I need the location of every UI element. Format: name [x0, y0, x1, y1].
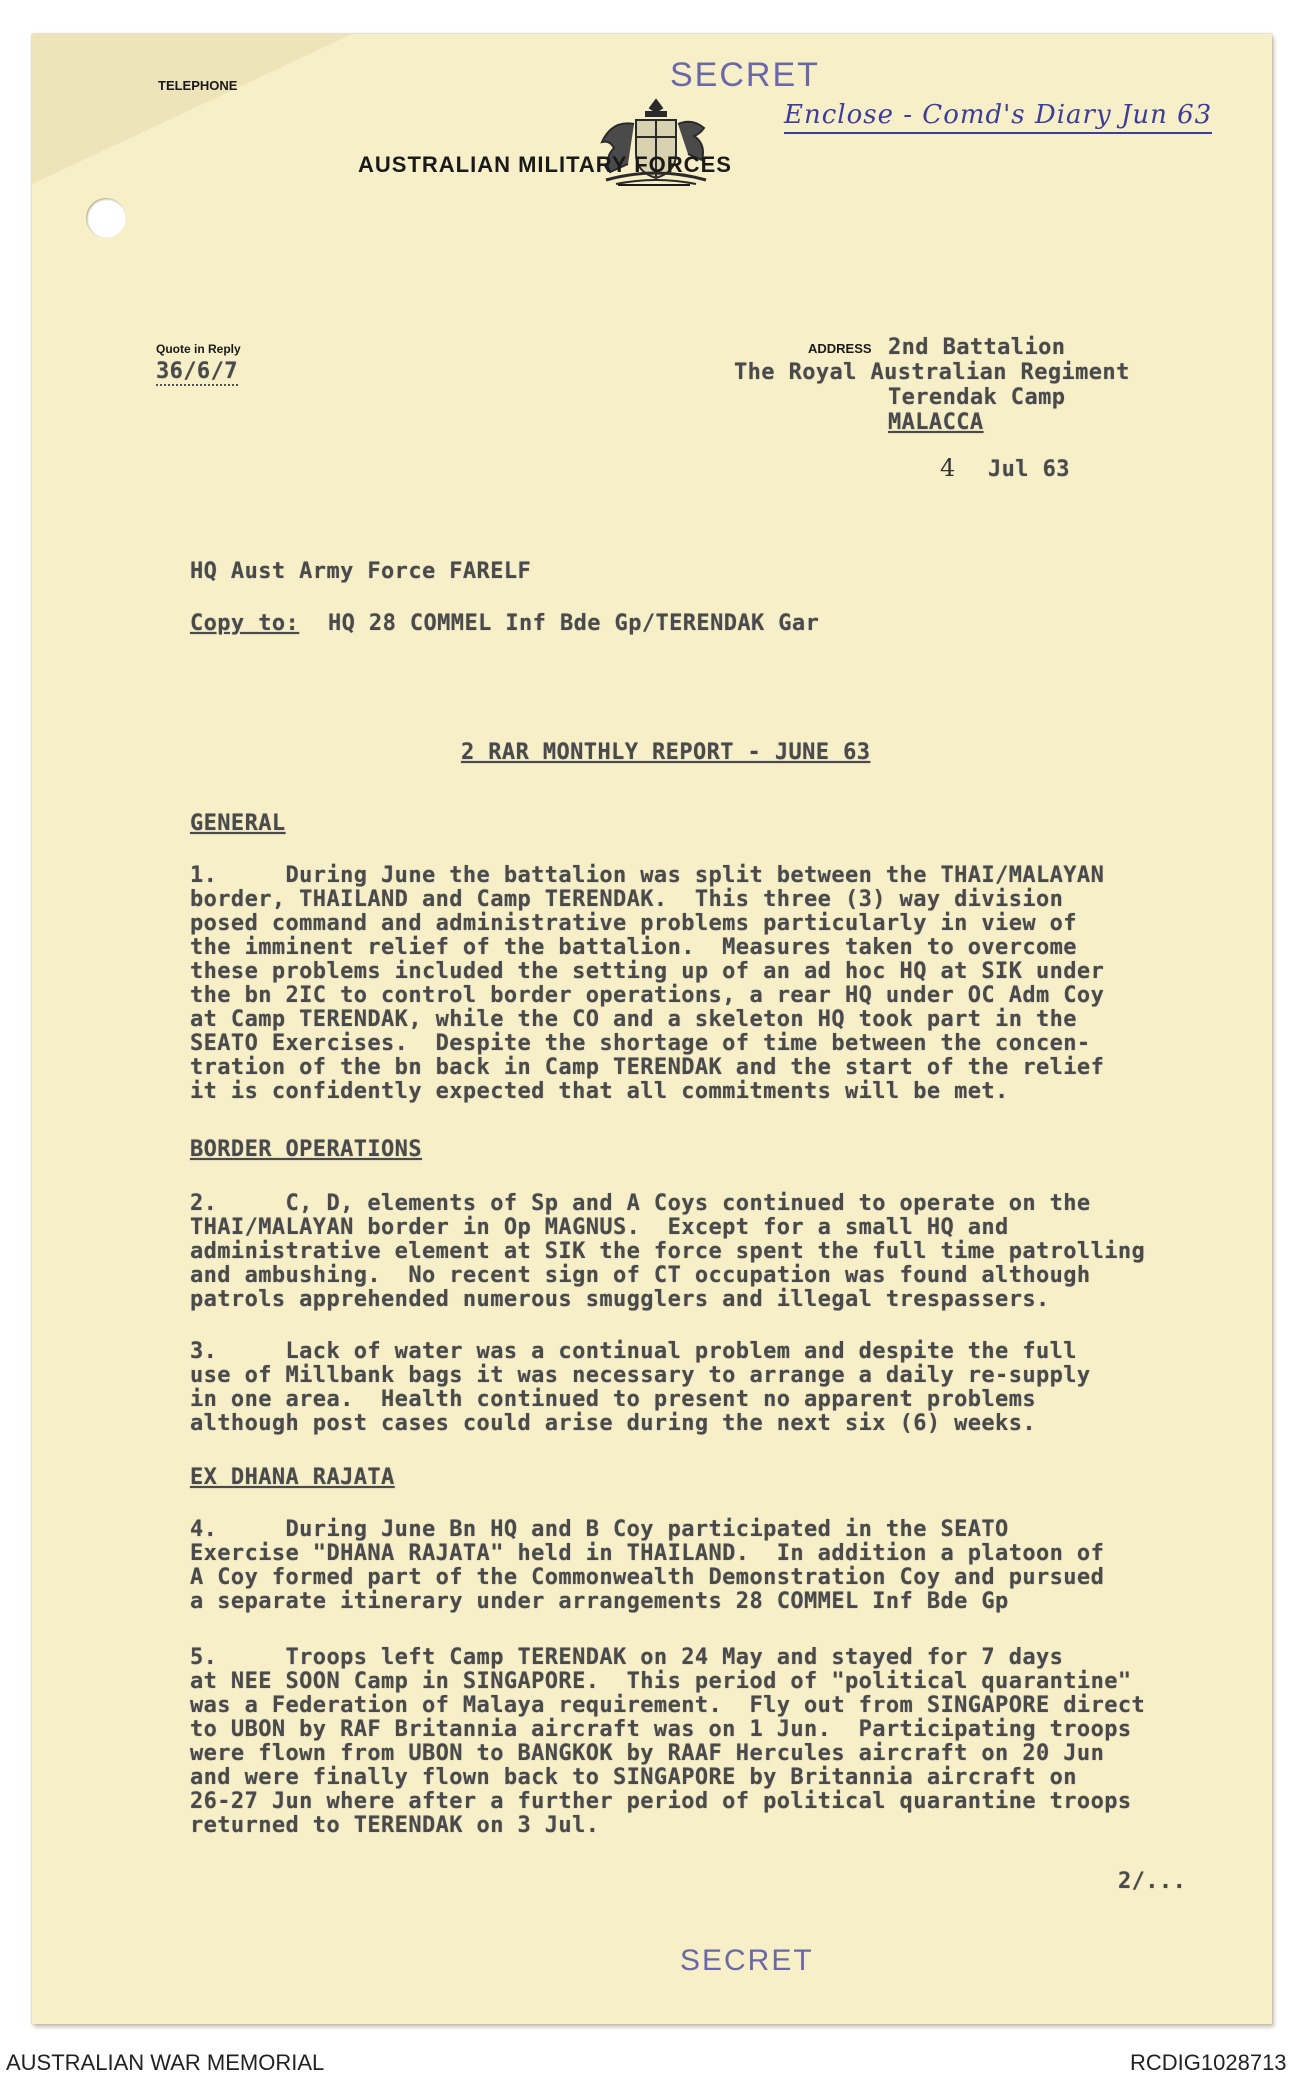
telephone-label: TELEPHONE [158, 78, 238, 93]
archive-name: AUSTRALIAN WAR MEMORIAL [6, 2050, 325, 2075]
paragraph-line: 5. Troops left Camp TERENDAK on 24 May and stayed for 7 days [190, 1645, 1064, 1670]
address-line: The Royal Australian Regiment [734, 360, 1130, 385]
recipient-to: HQ Aust Army Force FARELF [190, 559, 532, 584]
address-line: MALACCA [888, 410, 984, 435]
paragraph-line: to UBON by RAF Britannia aircraft was on 1 Jun. Participating troops [190, 1717, 1132, 1742]
paragraph-line: posed command and administrative problems particularly in view of [190, 911, 1077, 936]
paragraph-line: in one area. Health continued to present no apparent problems [190, 1387, 1036, 1412]
copy-to-recipient: HQ 28 COMMEL Inf Bde Gp/TERENDAK Gar [328, 611, 820, 636]
title-rule [618, 184, 690, 186]
paragraph-line: 3. Lack of water was a continual problem and despite the full [190, 1339, 1077, 1364]
address-line: Terendak Camp [888, 385, 1066, 410]
paragraph-line: these problems included the setting up of an ad hoc HQ at SIK under [190, 959, 1105, 984]
paragraph-line: patrols apprehended numerous smugglers and illegal trespassers. [190, 1287, 1050, 1312]
paragraph-line: A Coy formed part of the Commonwealth Demonstration Coy and pursued [190, 1565, 1105, 1590]
paragraph-line: the bn 2IC to control border operations, a rear HQ under OC Adm Coy [190, 983, 1105, 1008]
section-heading: GENERAL [190, 811, 286, 836]
quote-in-reply-label: Quote in Reply [156, 342, 241, 356]
coat-of-arms-crest [586, 94, 726, 194]
paragraph-line: were flown from UBON to BANGKOK by RAAF Hercules aircraft on 20 Jun [190, 1741, 1105, 1766]
punch-hole [86, 198, 126, 238]
paragraph-5 [190, 1646, 1250, 1838]
handwritten-note: Enclose - Comd's Diary Jun 63 [784, 100, 1212, 134]
paragraph-3 [190, 1340, 1250, 1436]
paragraph-line: 2. C, D, elements of Sp and A Coys continued to operate on the [190, 1191, 1091, 1216]
address-line: 2nd Battalion [888, 335, 1066, 360]
secret-stamp-bottom: SECRET [680, 1944, 814, 1977]
paragraph-line: it is confidently expected that all commitments will be met. [190, 1079, 1009, 1104]
document-sheet [32, 34, 1272, 2024]
paragraph-1 [190, 864, 1250, 1104]
copy-to-label: Copy to: [190, 611, 300, 636]
paragraph-line: at NEE SOON Camp in SINGAPORE. This period of "political quarantine" [190, 1669, 1132, 1694]
paragraph-line: a separate itinerary under arrangements 28 COMMEL Inf Bde Gp [190, 1589, 1009, 1614]
secret-stamp-top: SECRET [670, 56, 820, 94]
date-rest: Jul 63 [988, 457, 1070, 482]
folded-corner [32, 34, 352, 184]
paragraph-line: border, THAILAND and Camp TERENDAK. This three (3) way division [190, 887, 1064, 912]
organisation-name: AUSTRALIAN MILITARY FORCES [358, 152, 732, 177]
paragraph-line: the imminent relief of the battalion. Measures taken to overcome [190, 935, 1077, 960]
paragraph-line: and ambushing. No recent sign of CT occupation was found although [190, 1263, 1091, 1288]
paragraph-line: SEATO Exercises. Despite the shortage of time between the concen- [190, 1031, 1091, 1056]
section-heading: EX DHANA RAJATA [190, 1465, 395, 1490]
paragraph-line: tration of the bn back in Camp TERENDAK and the start of the relief [190, 1055, 1105, 1080]
page-continuation: 2/... [1118, 1869, 1187, 1894]
paragraph-line: administrative element at SIK the force spent the full time patrolling [190, 1239, 1146, 1264]
paragraph-line: was a Federation of Malaya requirement. Fly out from SINGAPORE direct [190, 1693, 1146, 1718]
paragraph-line: at Camp TERENDAK, while the CO and a skeleton HQ took part in the [190, 1007, 1077, 1032]
paragraph-2 [190, 1192, 1250, 1312]
date-day: 4 [940, 454, 957, 482]
paragraph-line: although post cases could arise during the next six (6) weeks. [190, 1411, 1036, 1436]
archive-id: RCDIG1028713 [1130, 2050, 1287, 2075]
section-heading: BORDER OPERATIONS [190, 1137, 422, 1162]
paragraph-line: returned to TERENDAK on 3 Jul. [190, 1813, 600, 1838]
paragraph-4 [190, 1518, 1250, 1614]
paragraph-line: THAI/MALAYAN border in Op MAGNUS. Except for a small HQ and [190, 1215, 1009, 1240]
paragraph-line: and were finally flown back to SINGAPORE by Britannia aircraft on [190, 1765, 1077, 1790]
paragraph-line: 26-27 Jun where after a further period of political quarantine troops [190, 1789, 1132, 1814]
report-title: 2 RAR MONTHLY REPORT - JUNE 63 [461, 740, 871, 765]
paragraph-line: use of Millbank bags it was necessary to arrange a daily re-supply [190, 1363, 1091, 1388]
address-label: ADDRESS [808, 341, 872, 356]
paragraph-line: Exercise "DHANA RAJATA" held in THAILAND. In addition a platoon of [190, 1541, 1105, 1566]
paragraph-line: 4. During June Bn HQ and B Coy participated in the SEATO [190, 1517, 1009, 1542]
paragraph-line: 1. During June the battalion was split between the THAI/MALAYAN [190, 863, 1105, 888]
reference-number: 36/6/7 [156, 359, 238, 384]
